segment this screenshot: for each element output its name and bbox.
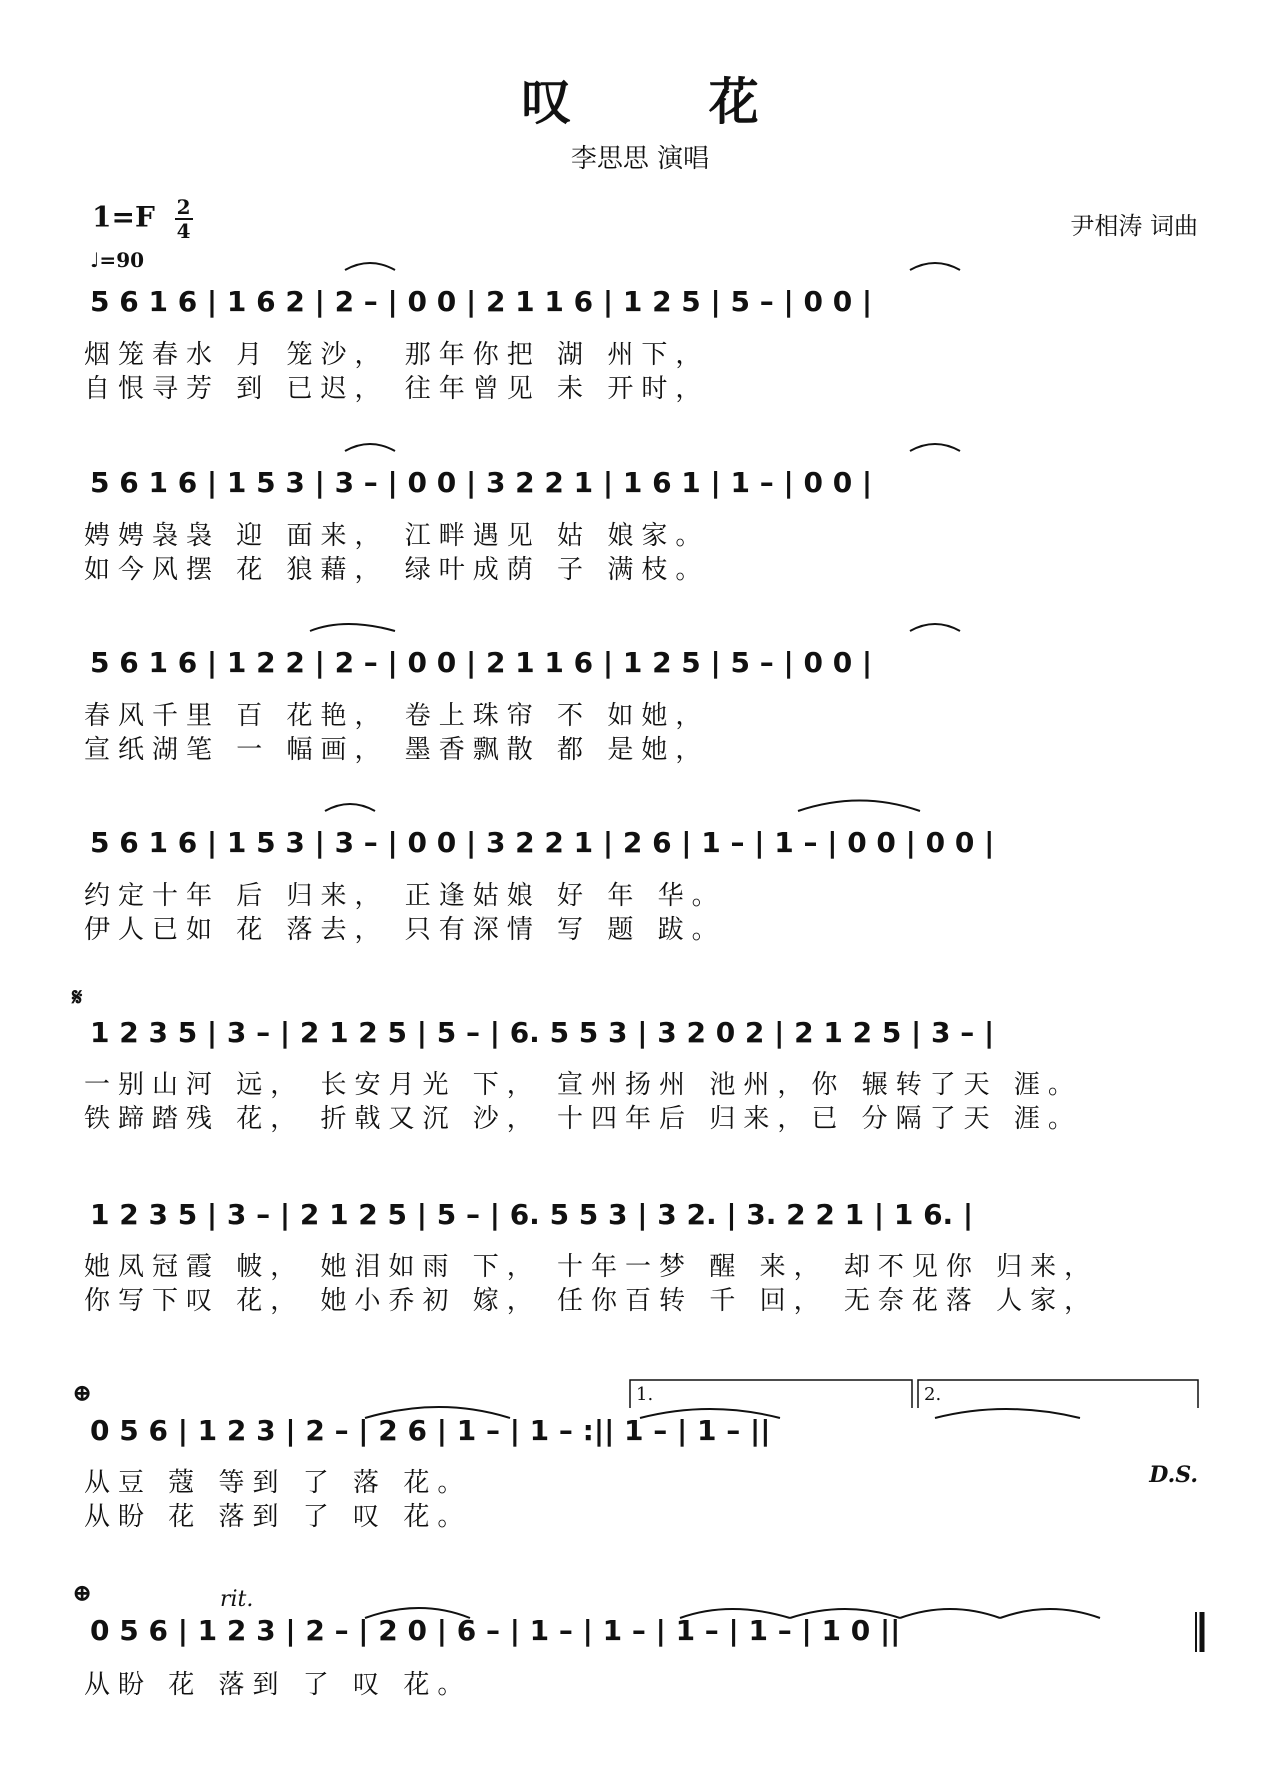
time-signature-top: 2	[176, 195, 191, 219]
volta-1-label: 1.	[636, 1384, 654, 1405]
system-6-notes: 1 2 3 5 | 3 – | 2 1 2 5 | 5 – | 6. 5 5 3 | 3 2. | 3. 2 2 1 | 1 6. |	[90, 1198, 974, 1231]
time-signature-bottom: 4	[176, 219, 191, 243]
coda-icon: ⊕	[72, 1378, 93, 1407]
system-2-notes: 5 6 1 6 | 1 5 3 | 3 – | 0 0 | 3 2 2 1 | 1 6 1 | 1 – | 0 0 |	[90, 466, 873, 499]
tempo-marking: ♩=90	[90, 248, 145, 272]
system-4-notes: 5 6 1 6 | 1 5 3 | 3 – | 0 0 | 3 2 2 1 | 2 6 | 1 – | 1 – | 0 0 | 0 0 |	[90, 826, 995, 859]
system-4-lyric-1: 约定十年 后 归来， 正逢姑娘 好 年 华。	[84, 881, 726, 911]
system-4-lyric-2: 伊人已如 花 落去， 只有深情 写 题 跋。	[84, 915, 726, 945]
system-7-lyric-2: 从盼 花 落到 了 叹 花。	[84, 1502, 472, 1532]
coda-icon-2: ⊕	[72, 1578, 93, 1607]
dal-segno-marking: D.S.	[1149, 1462, 1198, 1488]
ritardando-marking: rit.	[220, 1587, 254, 1612]
performer-credit: 李思思 演唱	[570, 144, 710, 174]
system-6-lyric-2: 你写下叹 花， 她小乔初 嫁， 任你百转 千 回， 无奈花落 人家，	[84, 1286, 1099, 1316]
composer-credit: 尹相涛 词曲	[1070, 212, 1198, 240]
score-title: 叹 花	[521, 72, 819, 131]
system-3-lyric-2: 宣纸湖笔 一 幅画， 墨香飘散 都 是她，	[84, 735, 710, 765]
system-5-notes: 1 2 3 5 | 3 – | 2 1 2 5 | 5 – | 6. 5 5 3 | 3 2 0 2 | 2 1 2 5 | 3 – |	[90, 1016, 995, 1049]
system-7-notes: 0 5 6 | 1 2 3 | 2 – | 2 6 | 1 – | 1 – :|| 1 – | 1 – ||	[90, 1414, 771, 1447]
system-1-lyric-2: 自恨寻芳 到 已迟， 往年曾见 未 开时，	[84, 374, 710, 404]
system-2-lyric-1: 娉娉袅袅 迎 面来， 江畔遇见 姑 娘家。	[84, 521, 710, 551]
system-7-lyric-1: 从豆 蔻 等到 了 落 花。	[84, 1468, 472, 1498]
volta-2-label: 2.	[924, 1384, 942, 1405]
system-6-lyric-1: 她凤冠霞 帔， 她泪如雨 下， 十年一梦 醒 来， 却不见你 归来，	[84, 1252, 1099, 1282]
segno-icon: 𝄋	[72, 982, 83, 1011]
system-2-lyric-2: 如今风摆 花 狼藉， 绿叶成荫 子 满枝。	[84, 555, 710, 585]
volta-brackets	[630, 1380, 1198, 1408]
system-1-lyric-1: 烟笼春水 月 笼沙， 那年你把 湖 州下，	[84, 340, 710, 370]
system-5-lyric-1: 一别山河 远， 长安月光 下， 宣州扬州 池州，你 辗转了天 涯。	[84, 1070, 1082, 1100]
system-5-lyric-2: 铁蹄踏残 花， 折戟又沉 沙， 十四年后 归来，已 分隔了天 涯。	[84, 1104, 1082, 1134]
slur-marks	[310, 263, 1100, 1618]
key-text: 1=F	[92, 200, 155, 234]
final-barline	[1196, 1612, 1202, 1652]
system-3-lyric-1: 春风千里 百 花艳， 卷上珠帘 不 如她，	[84, 701, 710, 731]
system-3-notes: 5 6 1 6 | 1 2 2 | 2 – | 0 0 | 2 1 1 6 | 1 2 5 | 5 – | 0 0 |	[90, 646, 873, 679]
system-1-notes: 5 6 1 6 | 1 6 2 | 2 – | 0 0 | 2 1 1 6 | 1 2 5 | 5 – | 0 0 |	[90, 285, 873, 318]
system-8-lyric-1: 从盼 花 落到 了 叹 花。	[84, 1670, 472, 1700]
system-8-notes: 0 5 6 | 1 2 3 | 2 – | 2 0 | 6 – | 1 – | 1 – | 1 – | 1 – | 1 0 ||	[90, 1614, 901, 1647]
